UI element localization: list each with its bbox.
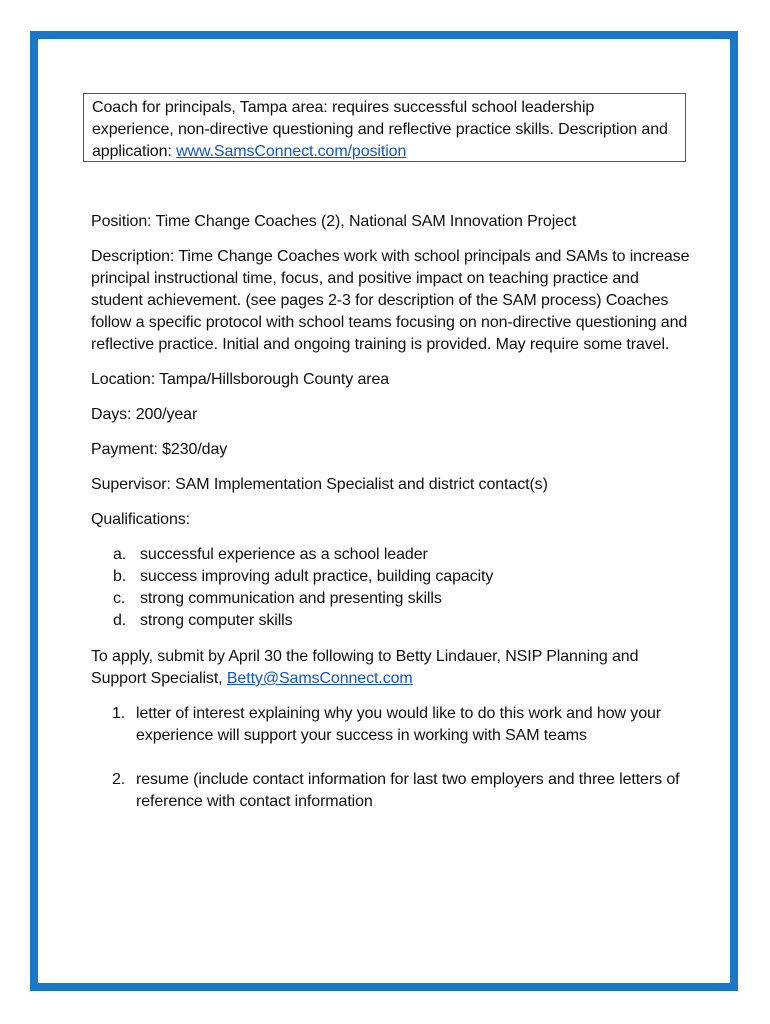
list-marker: 2. [112, 771, 126, 788]
list-marker: a. [113, 546, 127, 563]
list-item-text: resume (include contact information for last two employers and three letters of reference with contact information [136, 771, 680, 810]
apply-text: To apply, submit by April 30 the following to Betty Lindauer, NSIP Planning and Support Specialist, [91, 648, 639, 687]
job-ad-box [83, 93, 686, 162]
ad-text: Coach for principals, Tampa area: requires successful school leadership experience, non-directive questioning and reflective practice skills. Description and application: [92, 99, 668, 160]
position-line: Position: Time Change Coaches (2), National SAM Innovation Project [91, 213, 577, 230]
list-item [91, 588, 691, 610]
list-item-text: strong computer skills [140, 612, 293, 629]
list-item-text: letter of interest explaining why you would like to do this work and how your experience will support your success in working with SAM teams [136, 705, 662, 744]
list-item [91, 703, 691, 747]
list-item [91, 610, 691, 632]
days-line: Days: 200/year [91, 406, 198, 423]
list-item-text: successful experience as a school leader [140, 546, 428, 563]
list-item [91, 566, 691, 588]
list-marker: b. [113, 568, 127, 585]
list-marker: d. [113, 612, 127, 629]
list-marker: 1. [112, 705, 126, 722]
apply-list [91, 703, 691, 813]
list-item [91, 544, 691, 566]
location-line: Location: Tampa/Hillsborough County area [91, 371, 390, 388]
payment-line: Payment: $230/day [91, 441, 228, 458]
list-item-text: success improving adult practice, building capacity [140, 568, 494, 585]
job-description [91, 211, 691, 835]
supervisor-line: Supervisor: SAM Implementation Specialist and district contact(s) [91, 476, 548, 493]
apply-instructions [91, 646, 691, 690]
ad-link[interactable]: www.SamsConnect.com/position [176, 143, 407, 160]
list-item-text: strong communication and presenting skills [140, 590, 442, 607]
email-link[interactable]: Betty@SamsConnect.com [226, 670, 413, 687]
description-paragraph: Description: Time Change Coaches work with school principals and SAMs to increase principal instructional time, focus, and positive impact on teaching practice and student achievement. (see pages 2-3 for description of the SAM process) Coaches follow a specific protocol with school teams focusing on non-directive questioning and reflective practice. Initial and ongoing training is provided. May require some travel. [91, 248, 690, 353]
qualifications-heading: Qualifications: [91, 511, 190, 528]
qualifications-list [91, 544, 691, 632]
list-item [91, 769, 691, 813]
list-marker: c. [113, 590, 126, 607]
